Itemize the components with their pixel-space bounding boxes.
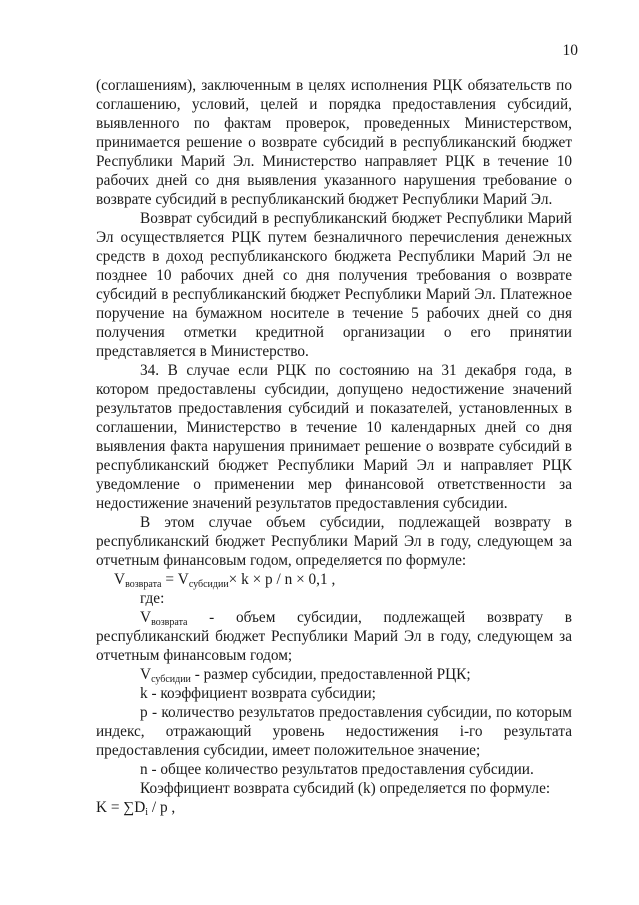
formula-rhs-sub: субсидии [188,579,229,590]
definition-v-subsidy [96,665,572,684]
formula-coefficient [96,798,572,817]
def-symbol: V [140,666,152,683]
formula-lhs: V [114,571,126,588]
formula-eq: = V [161,571,189,588]
definition-k: k - коэффициент возврата субсидии; [140,685,376,702]
document-body [96,76,572,817]
formula-lhs-sub: возврата [125,579,162,590]
page-number: 10 [562,42,578,59]
def-symbol-sub: возврата [151,617,188,628]
def-symbol: V [140,609,152,626]
formula2-rest: / p , [148,799,176,816]
paragraph-continuation: (соглашениям), заключенным в целях исполнения РЦК обязательств по соглашению, условий, целей и порядка предоставления субсидий, выявленного по фактам проверок, проведенных Министерством, принимается решение о возврате субсидий в республиканский бюджет Республики Марий Эл. Министерство направляет РЦК в течение 10 рабочих дней со дня выявления указанного нарушения требование о возврате субсидий в республиканский бюджет Республики Марий Эл. [96,77,572,208]
def-text: - объем субсидии, подлежащей возврату в республиканский бюджет Республики Марий Эл в году, следующем за отчетным финансовым годом; [96,609,572,664]
def-text: - размер субсидии, предоставленной РЦК; [190,666,471,683]
formula-refund-volume [96,570,572,589]
def-symbol-sub: субсидии [151,674,191,685]
formula2-sub: i [145,807,149,818]
definition-n: n - общее количество результатов предоставления субсидии. [140,761,534,778]
coefficient-intro: Коэффициент возврата субсидий (k) определяется по формуле: [140,780,551,797]
where-label: где: [140,590,165,607]
paragraph-refund-procedure: Возврат субсидий в республиканский бюджет Республики Марий Эл осуществляется РЦК путем безналичного перечисления денежных средств в доход республиканского бюджета Республики Марий Эл не позднее 10 рабочих дней со дня получения требования о возврате субсидий в республиканский бюджет Республики Марий Эл. Платежное поручение на бумажном носителе в течение 5 рабочих дней со дня получения отметки кредитной организации о его принятии представляется в Министерство. [96,210,572,360]
formula2-lhs: K = ∑D [96,799,146,816]
definition-v-return [96,608,572,665]
paragraph-refund-volume: В этом случае объем субсидии, подлежащей возврату в республиканский бюджет Республики Марий Эл в году, следующем за отчетным финансовым годом, определяется по формуле: [96,514,572,569]
formula-rest: × k × p / n × 0,1 , [228,571,336,588]
paragraph-clause-34: 34. В случае если РЦК по состоянию на 31 декабря года, в котором предоставлены субсидии, допущено недостижение значений результатов предоставления субсидий и показателей, установленных в соглашении, Министерство в течение 10 календарных дней со дня выявления факта нарушения принимает решение о возврате субсидий в республиканский бюджет Республики Марий Эл и направляет РЦК уведомление о применении мер финансовой ответственности за недостижение значений результатов предоставления субсидии. [96,362,572,512]
definition-p: p - количество результатов предоставления субсидии, по которым индекс, отражающий уровень недостижения i-го результата предоставления субсидии, имеет положительное значение; [96,704,572,759]
